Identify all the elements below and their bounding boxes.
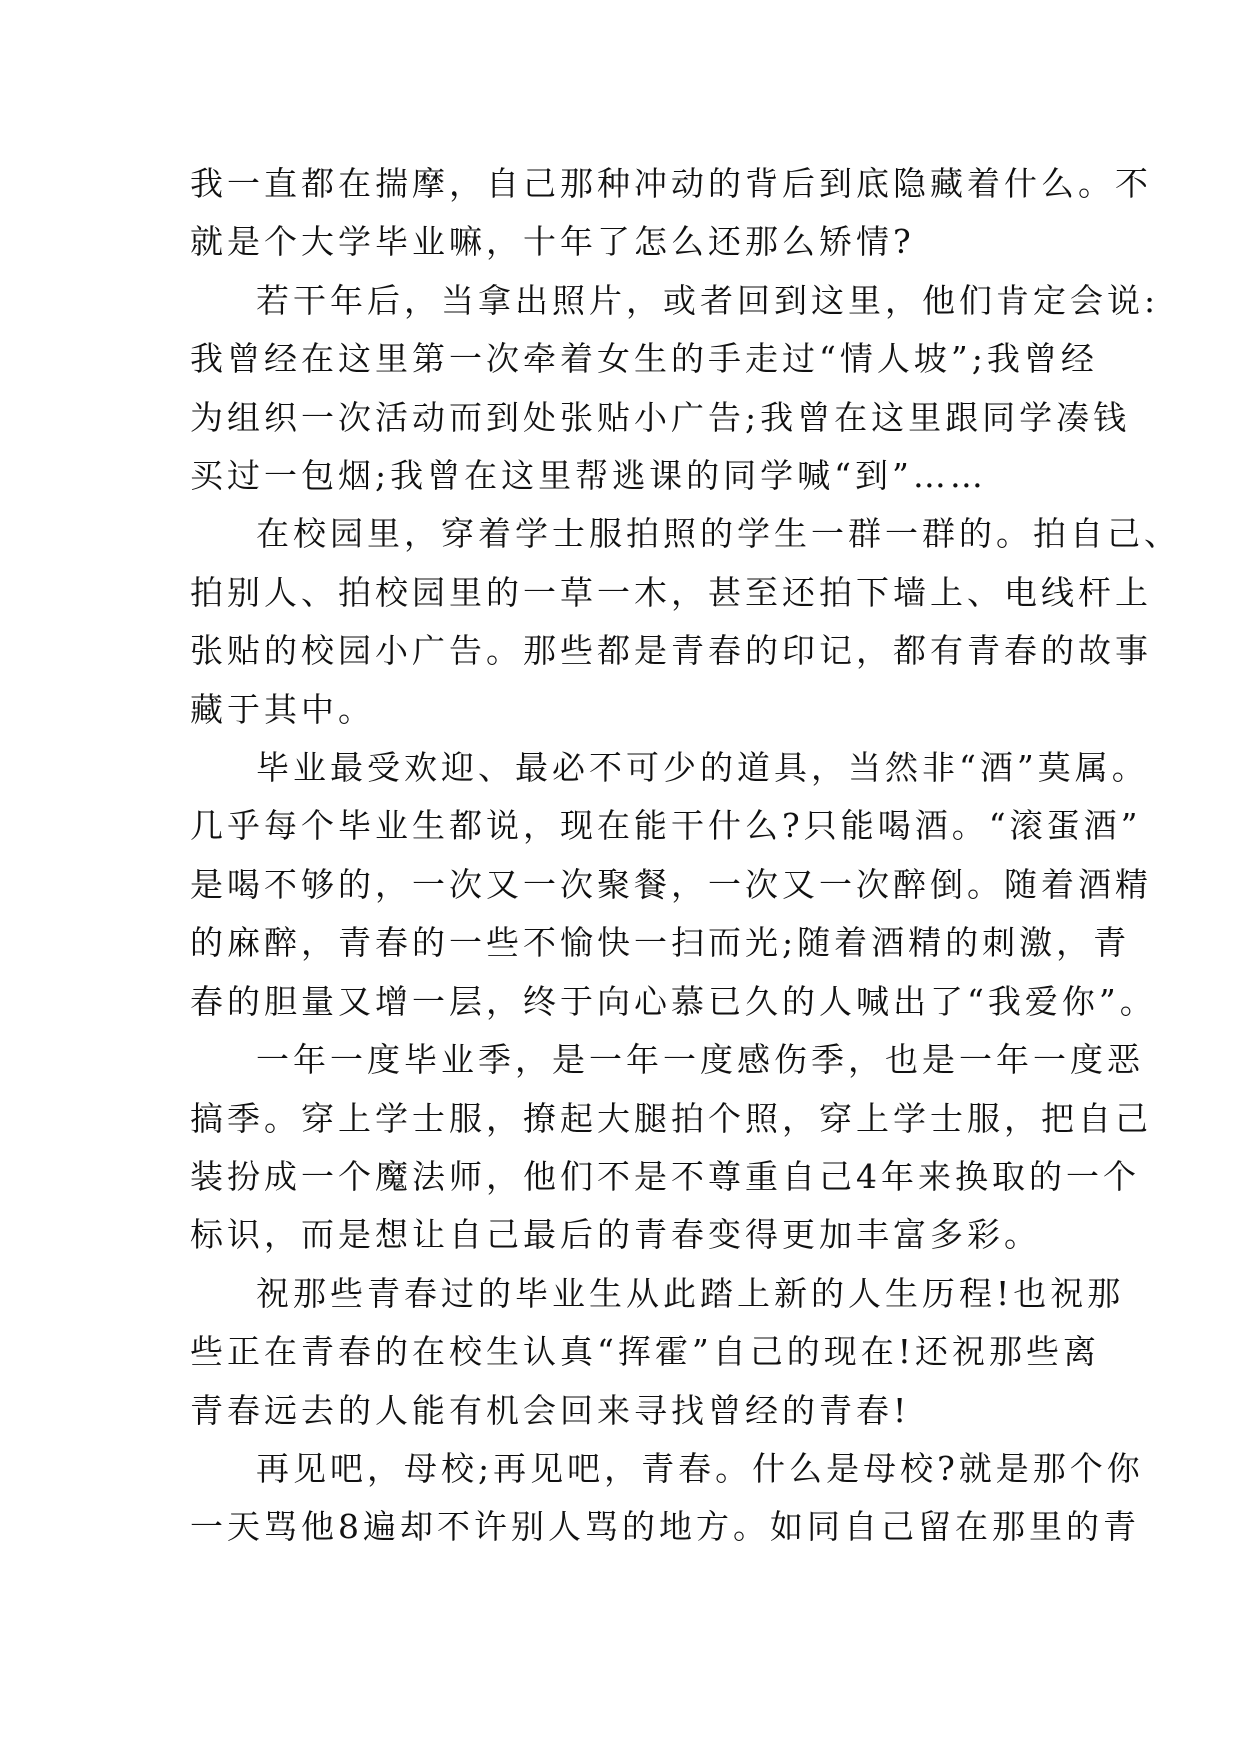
paragraph-line: 毕业最受欢迎、最必不可少的道具，当然非“酒”莫属。 <box>256 748 1149 788</box>
paragraph-line: 装扮成一个魔法师，他们不是不尊重自己4年来换取的一个 <box>190 1156 1140 1196</box>
paragraph-line: 我曾经在这里第一次牵着女生的手走过“情人坡”;我曾经 <box>190 339 1098 379</box>
paragraph-line: 的麻醉，青春的一些不愉快一扫而光;随着酒精的刺激，青 <box>190 923 1131 963</box>
paragraph-7 <box>190 1440 1144 1557</box>
paragraph-line: 是喝不够的，一次又一次聚餐，一次又一次醉倒。随着酒精 <box>190 864 1152 904</box>
paragraph-line: 一天骂他8遍却不许别人骂的地方。如同自己留在那里的青 <box>190 1507 1140 1547</box>
paragraph-line: 青春远去的人能有机会回来寻找曾经的青春! <box>190 1390 911 1430</box>
paragraph-6 <box>190 1265 1125 1440</box>
paragraph-line: 搞季。穿上学士服，撩起大腿拍个照，穿上学士服，把自己 <box>190 1098 1152 1138</box>
paragraph-line: 在校园里，穿着学士服拍照的学生一群一群的。拍自己、 <box>256 514 1181 554</box>
paragraph-line: 买过一包烟;我曾在这里帮逃课的同学喊“到”…… <box>190 456 987 496</box>
paragraph-line: 标识，而是想让自己最后的青春变得更加丰富多彩。 <box>190 1215 1041 1255</box>
paragraph-line: 春的胆量又增一层，终于向心慕已久的人喊出了“我爱你”。 <box>190 981 1157 1021</box>
paragraph-line: 些正在青春的在校生认真“挥霍”自己的现在!还祝那些离 <box>190 1332 1101 1372</box>
paragraph-line: 我一直都在揣摩，自己那种冲动的背后到底隐藏着什么。不 <box>190 164 1152 203</box>
paragraph-line: 几乎每个毕业生都说，现在能干什么?只能喝酒。“滚蛋酒” <box>190 806 1142 846</box>
paragraph-line: 就是个大学毕业嘛，十年了怎么还那么矫情? <box>190 222 915 262</box>
paragraph-5 <box>190 1031 1152 1265</box>
paragraph-line: 若干年后，当拿出照片，或者回到这里，他们肯定会说: <box>256 280 1160 320</box>
paragraph-3 <box>190 505 1181 739</box>
paragraph-line: 藏于其中。 <box>190 689 375 729</box>
paragraph-line: 再见吧，母校;再见吧，青春。什么是母校?就是那个你 <box>256 1448 1144 1488</box>
paragraph-2 <box>190 272 1160 506</box>
paragraph-line: 为组织一次活动而到处张贴小广告;我曾在这里跟同学凑钱 <box>190 397 1131 437</box>
paragraph-line: 拍别人、拍校园里的一草一木，甚至还拍下墙上、电线杆上 <box>190 572 1152 612</box>
paragraph-1 <box>190 155 1152 272</box>
article-body <box>190 155 1181 1557</box>
paragraph-line: 张贴的校园小广告。那些都是青春的印记，都有青春的故事 <box>190 631 1152 671</box>
paragraph-line: 一年一度毕业季，是一年一度感伤季，也是一年一度恶 <box>256 1040 1144 1080</box>
paragraph-4 <box>190 739 1157 1031</box>
paragraph-line: 祝那些青春过的毕业生从此踏上新的人生历程!也祝那 <box>256 1273 1125 1313</box>
